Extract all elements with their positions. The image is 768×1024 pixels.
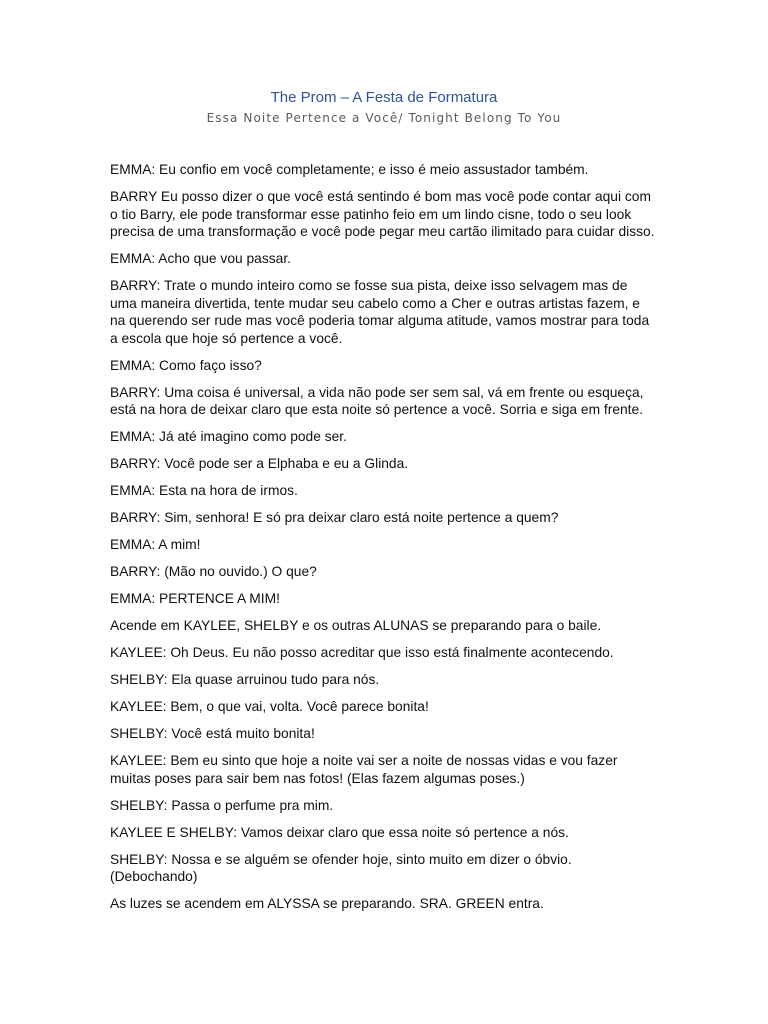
paragraph: EMMA: Esta na hora de irmos. (110, 483, 298, 498)
paragraph: EMMA: Como faço isso? (110, 357, 262, 373)
paragraph: KAYLEE: Bem, o que vai, volta. Você parece bonita! (110, 699, 429, 714)
paragraph: BARRY Eu posso dizer o que você está sentindo é bom mas você pode contar aqui com o tio Barry, ele pode transformar esse patinho feio em um lindo cisne, todo o seu look precisa de uma transformação e você pode pegar meu cartão ilimitado para cuidar disso. (110, 189, 655, 239)
paragraph: KAYLEE: Oh Deus. Eu não posso acreditar que isso está finalmente acontecendo. (110, 645, 614, 660)
document-subtitle: Essa Noite Pertence a Você/ Tonight Belong To You (206, 111, 562, 125)
paragraph: EMMA: PERTENCE A MIM! (110, 591, 280, 606)
paragraph: BARRY: Uma coisa é universal, a vida não pode ser sem sal, vá em frente ou esqueça, está na hora de deixar claro que esta noite só pertence a você. Sorria e siga em frente. (110, 384, 644, 417)
paragraph: KAYLEE: Bem eu sinto que hoje a noite vai ser a noite de nossas vidas e vou fazer muitas poses para sair bem nas fotos! (Elas fazem algumas poses.) (110, 753, 618, 786)
paragraph: BARRY: Você pode ser a Elphaba e eu a Glinda. (110, 456, 409, 471)
document-title: The Prom – A Festa de Formatura (270, 89, 498, 106)
paragraph: EMMA: Acho que vou passar. (110, 251, 291, 266)
document-body (110, 161, 658, 922)
paragraph: SHELBY: Ela quase arruinou tudo para nós. (110, 672, 380, 687)
document-header (0, 88, 768, 127)
paragraph: Acende em KAYLEE, SHELBY e os outras ALUNAS se preparando para o baile. (110, 618, 602, 633)
paragraph: EMMA: Eu confio em você completamente; e isso é meio assustador também. (110, 162, 589, 177)
paragraph: BARRY: Trate o mundo inteiro como se fosse sua pista, deixe isso selvagem mas de uma maneira divertida, tente mudar seu cabelo como a Cher e outras artistas fazem, e na querendo ser rude mas você poderia tomar alguma atitude, vamos mostrar para toda a escola que hoje só pertence a você. (110, 278, 650, 346)
paragraph: SHELBY: Você está muito bonita! (110, 726, 315, 741)
paragraph: As luzes se acendem em ALYSSA se preparando. SRA. GREEN entra. (110, 896, 544, 911)
paragraph: EMMA: Já até imagino como pode ser. (110, 429, 347, 444)
paragraph: BARRY: Sim, senhora! E só pra deixar claro está noite pertence a quem? (110, 510, 559, 525)
paragraph: BARRY: (Mão no ouvido.) O que? (110, 564, 317, 579)
paragraph: EMMA: A mim! (110, 537, 201, 552)
paragraph: KAYLEE E SHELBY: Vamos deixar claro que essa noite só pertence a nós. (110, 824, 569, 840)
paragraph: SHELBY: Nossa e se alguém se ofender hoje, sinto muito em dizer o óbvio. (Debochando) (110, 851, 572, 884)
paragraph: SHELBY: Passa o perfume pra mim. (110, 797, 334, 813)
